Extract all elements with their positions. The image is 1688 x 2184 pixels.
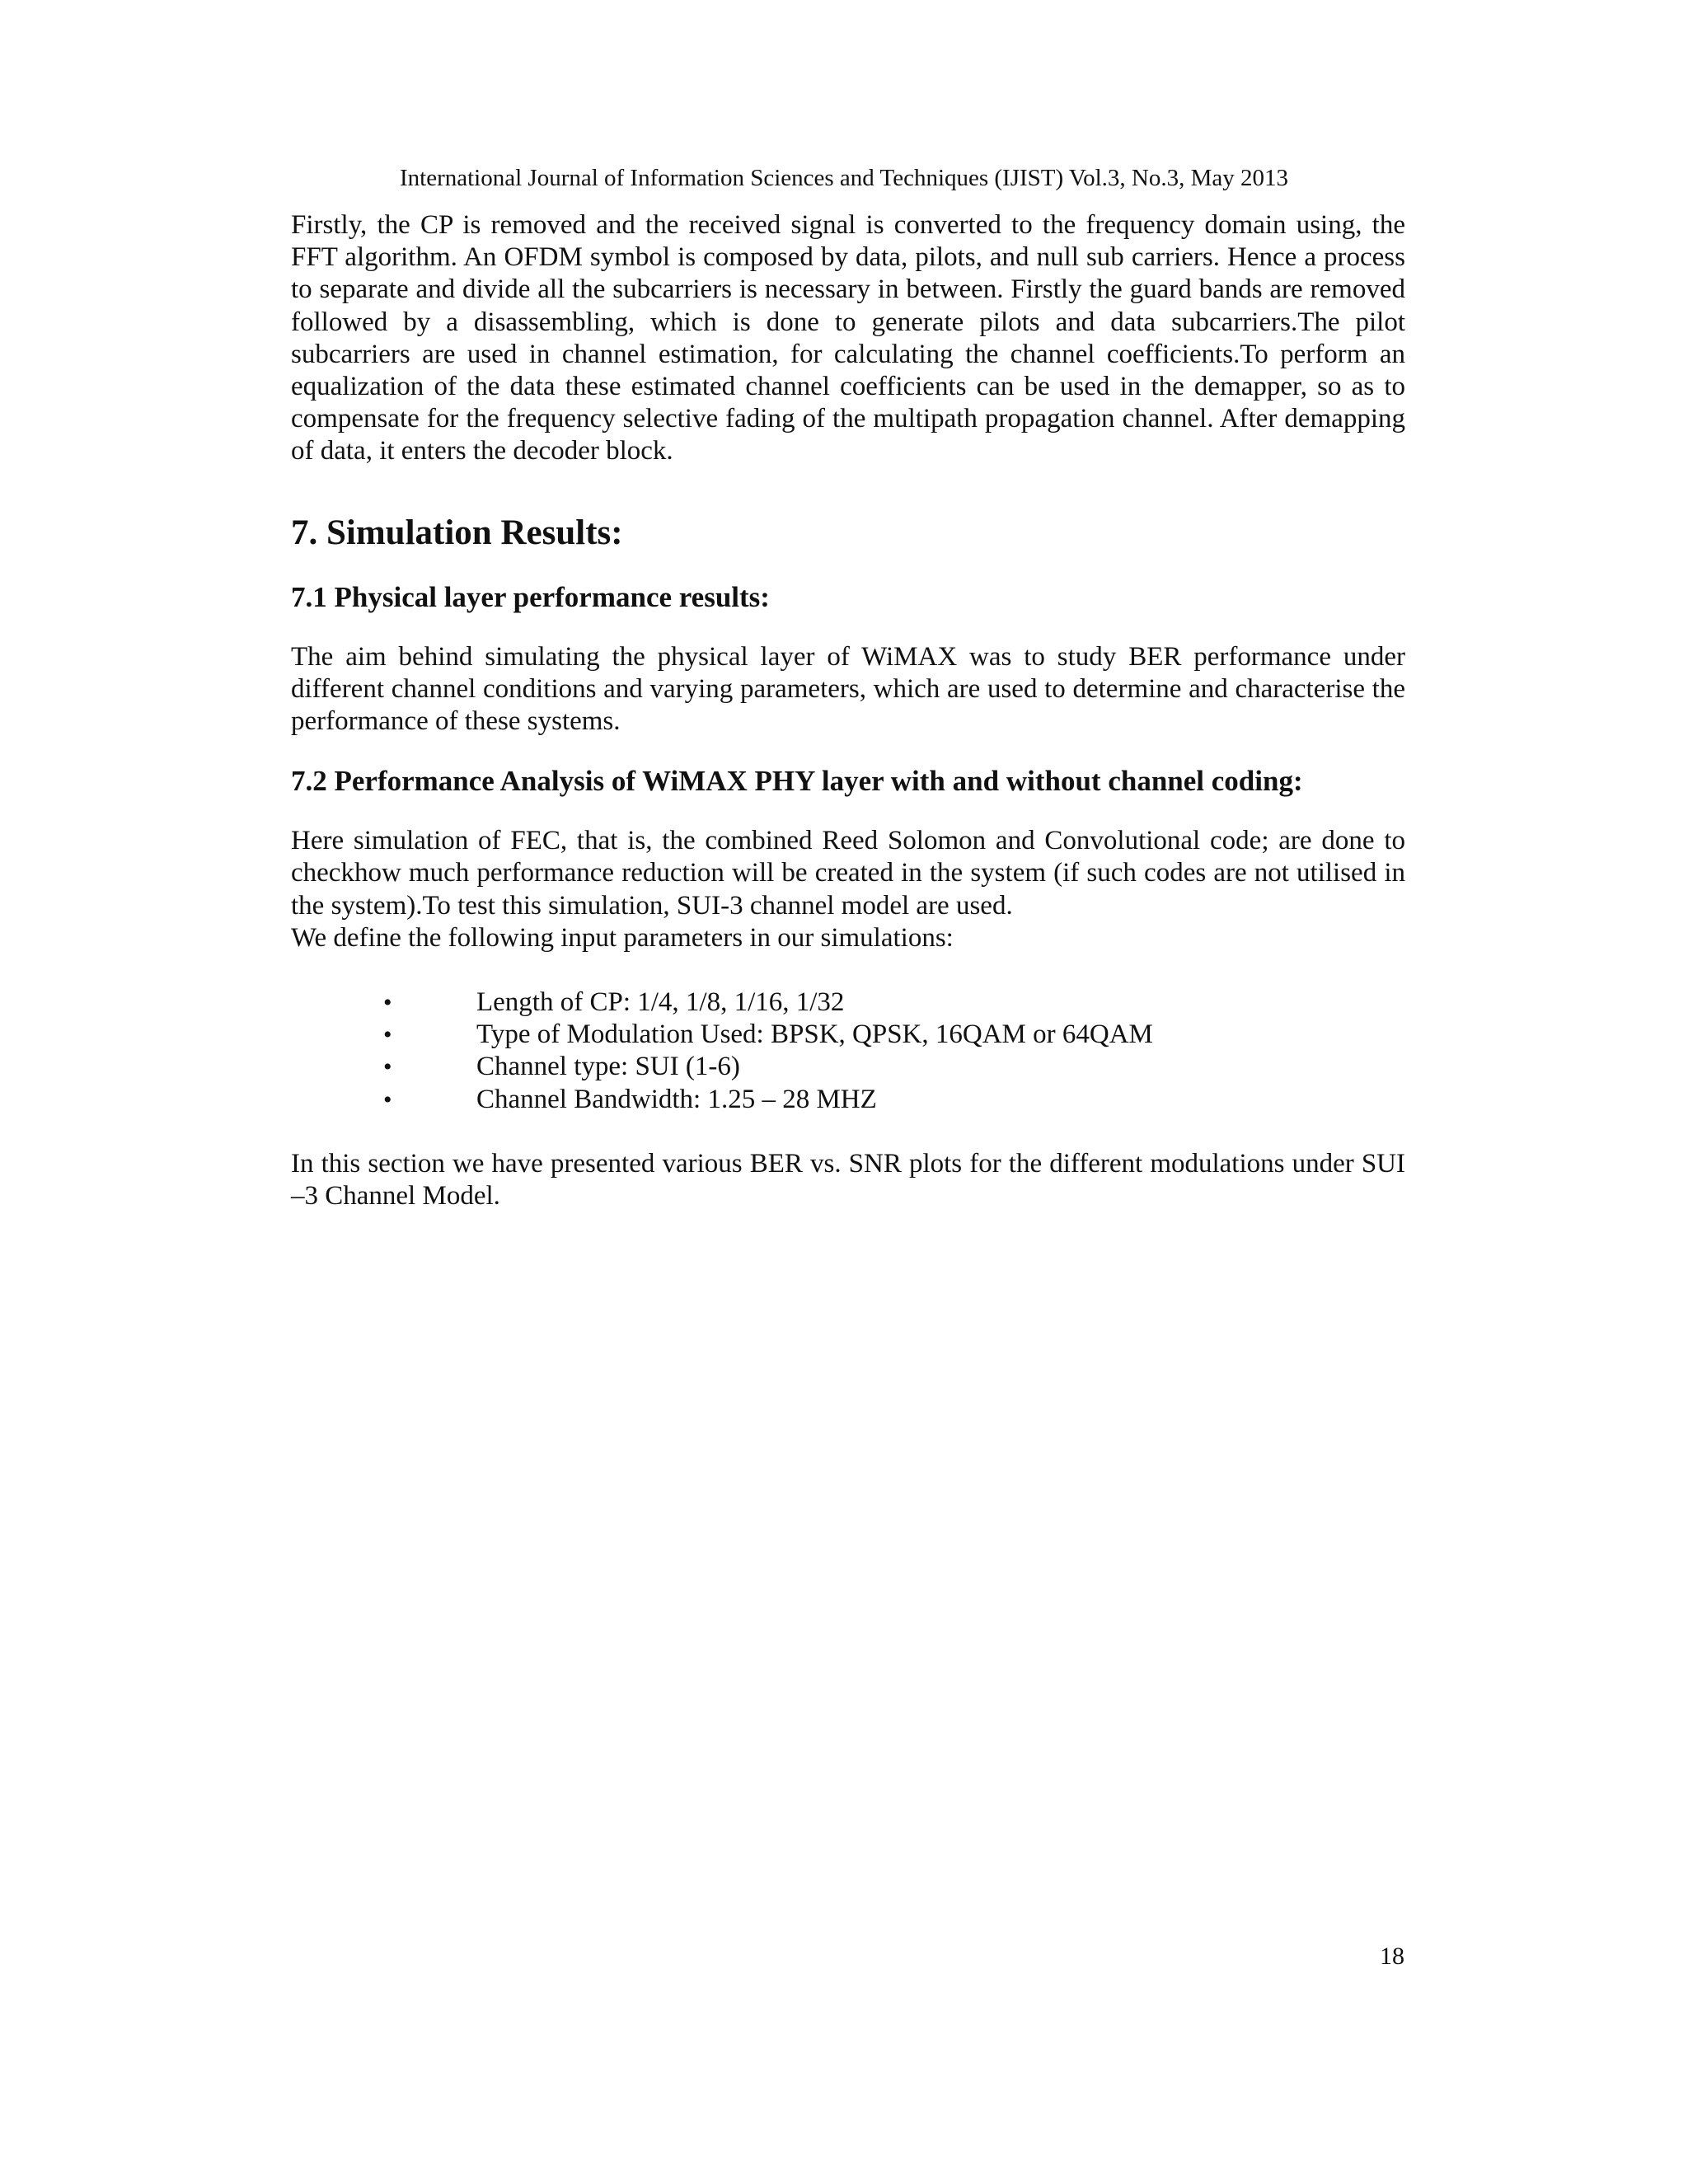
parameter-list bbox=[291, 987, 1405, 1116]
closing-paragraph: In this section we have presented various BER vs. SNR plots for the different modulations under SUI –3 Channel Model. bbox=[291, 1148, 1405, 1212]
list-item-text: Length of CP: 1/4, 1/8, 1/16, 1/32 bbox=[476, 987, 845, 1018]
list-item-text: Channel type: SUI (1-6) bbox=[476, 1052, 740, 1082]
page-number: 18 bbox=[1380, 1943, 1404, 1970]
intro-paragraph: Firstly, the CP is removed and the received signal is converted to the frequency domain using, the FFT algorithm. An OFDM symbol is composed by data, pilots, and null sub carriers. Hence a process to separate and divide all the subcarriers is necessary in between. Firstly the guard bands are removed followed by a disassembling, which is done to generate pilots and data subcarriers.The pilot subcarriers are used in channel estimation, for calculating the channel coefficients.To perform an equalization of the data these estimated channel coefficients can be used in the demapper, so as to compensate for the frequency selective fading of the multipath propagation channel. After demapping of data, it enters the decoder block. bbox=[291, 210, 1405, 466]
list-item-text: Type of Modulation Used: BPSK, QPSK, 16QAM or 64QAM bbox=[476, 1019, 1153, 1050]
running-header: International Journal of Information Sciences and Techniques (IJIST) Vol.3, No.3, May 2013 bbox=[400, 165, 1288, 191]
section-7-2-paragraph: Here simulation of FEC, that is, the combined Reed Solomon and Convolutional code; are done to checkhow much performance reduction will be created in the system (if such codes are not utilised in the system).To test this simulation, SUI-3 channel model are used. bbox=[291, 826, 1405, 921]
section-7-2-heading: 7.2 Performance Analysis of WiMAX PHY layer with and without channel coding: bbox=[291, 765, 1303, 798]
list-item bbox=[291, 987, 1405, 1019]
bullet-icon: • bbox=[383, 989, 392, 1017]
section-7-1-paragraph: The aim behind simulating the physical layer of WiMAX was to study BER performance under different channel conditions and varying parameters, which are used to determine and characterise the performance of these systems. bbox=[291, 641, 1405, 737]
bullet-icon: • bbox=[383, 1021, 392, 1049]
list-item bbox=[291, 1084, 1405, 1116]
section-7-1-heading: 7.1 Physical layer performance results: bbox=[291, 580, 770, 613]
list-item-text: Channel Bandwidth: 1.25 – 28 MHZ bbox=[476, 1084, 877, 1114]
list-item bbox=[291, 1051, 1405, 1083]
section-7-heading: 7. Simulation Results: bbox=[291, 513, 623, 552]
bullet-icon: • bbox=[383, 1085, 392, 1113]
list-item bbox=[291, 1019, 1405, 1051]
section-7-2-lead: We define the following input parameters in our simulations: bbox=[291, 922, 954, 953]
bullet-icon: • bbox=[383, 1053, 392, 1081]
page-content bbox=[291, 209, 1405, 1212]
